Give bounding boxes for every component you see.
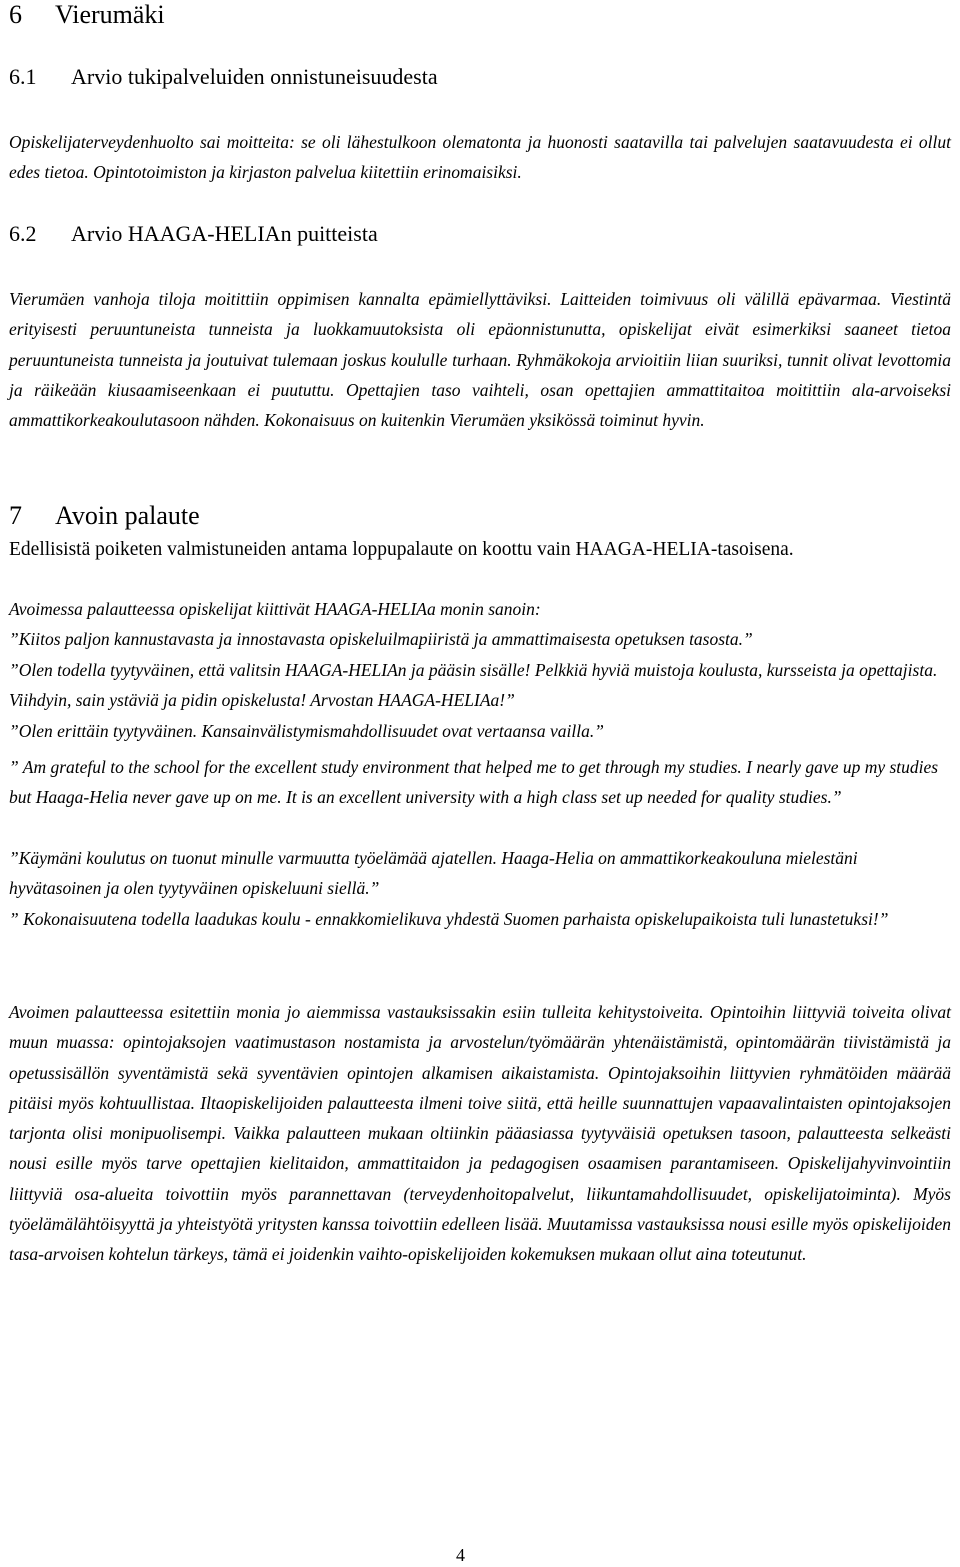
section-6-1-heading [9, 63, 438, 91]
feedback-quote: ” Kokonaisuutena todella laadukas koulu - ennakkomielikuva yhdestä Suomen parhaista opiskelupaikoista tuli lunastetuksi!” [9, 909, 889, 929]
feedback-lead: Avoimessa palautteessa opiskelijat kiittivät HAAGA-HELIAa monin sanoin: [9, 599, 541, 619]
feedback-quote: ”Olen erittäin tyytyväinen. Kansainvälistymismahdollisuudet ovat vertaansa vailla.” [9, 721, 604, 741]
page-number: 4 [456, 1545, 465, 1565]
feedback-quote: ”Olen todella tyytyväinen, että valitsin HAAGA-HELIAn ja pääsin sisälle! Pelkkiä hyviä muistoja koulusta, kursseista ja opettajista. Viihdyin, sain ystäviä ja pidin opiskelusta! Arvostan HAAGA-HELIAa!” [9, 660, 938, 711]
feedback-quote: ” Am grateful to the school for the excellent study environment that helped me to get through my studies. I nearly gave up my studies but Haaga-Helia never gave up on me. It is an excellent university with a high class set up needed for quality studies.” [9, 757, 939, 808]
section-title: Arvio HAAGA-HELIAn puitteista [71, 221, 378, 246]
feedback-quote: ”Käymäni koulutus on tuonut minulle varmuutta työelämää ajatellen. Haaga-Helia on ammattikorkeakouluna mielestäni hyvätasoinen ja olen tyytyväinen opiskeluuni siellä.” [9, 848, 858, 899]
section-6-2-body: Vierumäen vanhoja tiloja moitittiin oppimisen kannalta epämiellyttäviksi. Laitteiden toimivuus oli välillä epävarmaa. Viestintä erityisesti peruuntuneista tunneista ja luokkamuutoksista oli epäonnistunutta, opiskelijat eivät esimerkiksi saaneet tietoa peruuntuneista tunneista ja joutuivat tulemaan joskus koululle turhaan. Ryhmäkokoja arvioitiin liian suuriksi, tunnit olivat levottomia ja räikeään kiusaamiseenkaan ei puututtu. Opettajien taso vaihteli, osan opettajien ammattitaitoa moitittiin ala-arvoiseksi ammattikorkeakoulutasoon nähden. Kokonaisuus on kuitenkin Vierumäen yksikössä toiminut hyvin. [9, 289, 951, 431]
section-number: 6.2 [9, 221, 37, 246]
section-title: Arvio tukipalveluiden onnistuneisuudesta [71, 64, 438, 89]
section-6-1-body: Opiskelijaterveydenhuolto sai moitteita: se oli lähestulkoon olematonta ja huonosti saatavilla tai palvelujen saatavuudesta ei ollut edes tietoa. Opintotoimiston ja kirjaston palvelua kiitettiin erinomaisiksi. [9, 132, 951, 183]
section-number: 6.1 [9, 64, 37, 89]
section-number: 6 [9, 0, 22, 29]
section-title: Avoin palaute [55, 501, 200, 530]
section-6-2-heading [9, 220, 378, 248]
section-title: Vierumäki [55, 0, 165, 29]
section-7-heading [9, 501, 200, 531]
section-6-heading [9, 0, 165, 30]
section-7-closing: Avoimen palautteessa esitettiin monia jo aiemmissa vastauksissakin esiin tulleita kehitystoiveita. Opintoihin liittyviä toiveita olivat muun muassa: opintojaksojen vaatimustason nostamista ja arvostelun/työmäärän yhtenäistämistä, opintomäärän tiivistämistä ja opetussisällön syventämistä sekä syventävien opintojen alkamisen aikaistamista. Opintojaksoihin liittyvien ryhmätöiden määrää pitäisi myös kohtuullistaa. Iltaopiskelijoiden palautteesta ilmeni toive siitä, että heille suunnattujen vapaavalintaisten opintojaksojen tarjonta olisi monipuolisempi. Vaikka palautteen mukaan oltiinkin pääasiassa tyytyväisiä opetuksen tasoon, palautteesta selkeästi nousi esille myös tarve opettajien kielitaidon, ammattitaidon ja pedagogisen osaamisen parantamiseen. Opiskelijahyvinvointiin liittyviä osa-alueita toivottiin myös parannettavan (terveydenhoitopalvelut, liikuntamahdollisuudet, opiskelijatoiminta). Myös työelämälähtöisyyttä ja yhteistyötä yritysten kanssa toivottiin edelleen lisää. Muutamissa vastauksissa nousi esille myös opiskelijoiden tasa-arvoisen kohtelun tärkeys, tämä ei joidenkin vaihto-opiskelijoiden kokemuksen mukaan ollut aina toteutunut. [9, 1002, 951, 1265]
feedback-quote: ”Kiitos paljon kannustavasta ja innostavasta opiskeluilmapiiristä ja ammattimaisesta opetuksen tasosta.” [9, 629, 753, 649]
section-7-intro: Edellisistä poiketen valmistuneiden antama loppupalaute on koottu vain HAAGA-HELIA-tasoisena. [9, 539, 794, 560]
section-number: 7 [9, 501, 22, 530]
